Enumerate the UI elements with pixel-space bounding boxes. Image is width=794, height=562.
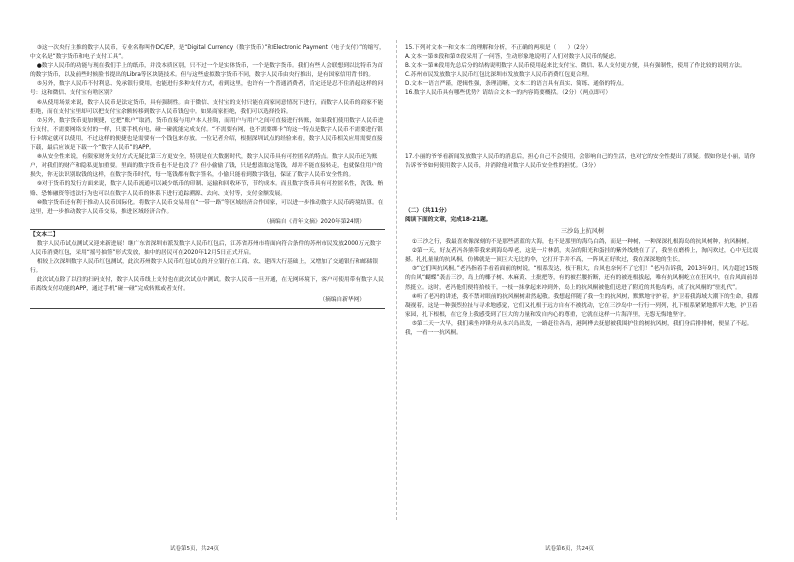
- paragraph: 相较上次深圳数字人民币红包测试，此次苏州数字人民币红包试点的开立银行在工商、农、建四大行基础上，又增加了交通银行和邮储银行。: [30, 259, 379, 275]
- text-two-heading: 【文本二】: [30, 231, 59, 238]
- option-a: A.文本一第⑤段和第⑦段采用了一问答，生动形象地说明了人们对数字人民币的疑虑。: [405, 54, 620, 61]
- paragraph: ②第一天，好友者冯各熊带我来到海岛埠老，这是一片林荫，夹杂的阳光和蛋挂的紫外线烧在了了，我坐在磨桥上，淘闪欢过，心中无比震撼。扎扎量量的抗风桐，仿佛就是一顶巨大无比的伞，它打开手并不高，一阵风正好吹过，我在深深地的生长。: [405, 248, 759, 264]
- paragraph: ⑩数字货币还有利于推动人民币国际化。将数字人民币交易用在“一带一路”等区域经济合作国家，可以进一步推动数字人民币跨境结算。在这里，进一步推动数字人民币交易，推进区域经济合作。: [30, 199, 384, 215]
- page-number-left: 试卷第5页，共24页: [170, 546, 219, 552]
- option-c: C.苏州市民发放数字人民币红包比深圳市发放数字人民币消费红包更合理。: [405, 72, 593, 79]
- source-citation-two: （摘编自新华网）: [319, 296, 365, 303]
- paragraph: 数字人民币试点测试又迎来新进展！继广东省深圳市派发数字人民币红包后，江苏省苏州市将面向符合条件的苏州市民发放2000万元数字人民币消费红包，采用“摇号抽签”形式发放，抽中的居民可在2020年12月5日正式开启。: [30, 240, 382, 257]
- option-d: D.文本一语言严谨，逻辑性强，条理清晰，文本二的语言具有真实、简练、通俗的特点。: [405, 81, 628, 88]
- section-two-instruction: 阅读下面的文章，完成18-21题。: [405, 216, 492, 223]
- question-17: 17.小丽的爷爷看新闻发放数字人民币的消息后，担心自己不会使用，会影响自己的生活，也对它的安全性提出了质疑。假如你是小丽，请你告诉爷爷如何使用数字人民币，并消除他对数字人民币安全性的担忧。（3分）: [405, 153, 756, 169]
- paragraph: ⑨对于货币的发行方面来说，数字人民币流通可以减少纸币的印制、运输和回收环节，节约成本。而且数字货币具有可控匿名性，洗钱、贿赂、恐怖融资等违法行为也可以在数字人民币的体系下进行追踪溯源、去向、支付等，支付金额发展。: [30, 181, 384, 197]
- left-column: [30, 44, 385, 309]
- source-citation-one: （摘编自《青年文摘》2020年第24期）: [263, 218, 365, 225]
- paragraph: ⑤第二天一大早，我们乘坐冲锋舟从永兴岛出发，一路赶往各岛，港阿桦去抚慰被我围护住的树抗风树，我们身后排排树，便显了不起。我，一看一一抗风桐。: [405, 320, 753, 336]
- text-two-box: [30, 229, 385, 309]
- paragraph: ⑤另外，数字人民币不付利息、免承银行费用，也能进行多种支付方式，看到这里，也许有一个普通消费者，肯定还是忍不住消起这样的问号：这和微信、支付宝有啥区别？: [30, 81, 384, 97]
- column-divider: [396, 40, 397, 520]
- text-one-body: [30, 44, 385, 217]
- question-16: 16.数字人民币具有哪些优势？请结合文本一的内容简要概括。（2分）（两点即可）: [405, 90, 612, 97]
- paragraph: ④听了老冯的讲述，我不禁对眼前的抗风桐树肃然起敬。我想起伴随了我一生的抗风树，默默地守护着，护卫着我海域大潮下的生命，我都凝视着，这是一种强烈拉扯与寻求地感觉，它们又扎根于远方自有不被扰动，它在三沙岛中一行行一列列，扎下根系紧紧地抓牢大地，护卫着家园，扎下根根，在它身上我感受到了巨大的力量和发自内心的尊重，它就在这样一片海洋里，无怨无悔地坚守。: [405, 293, 759, 318]
- question-15: 15.下列对文本一和文本二的理解和分析，不正确的两项是（ ）（2分）: [405, 45, 592, 51]
- paragraph: ●数字人民币的功能与现在我们手上的纸币，并没本质区别，只不过一个是实体货币，一个是数字货币。我们有些人会联想到以比特币为首的数字货币，以及前些时候脸书提出的Libra等区块链技术。但与这些虚拟数字货币不同，数字人民币由央行推出，是有国家信用背书的。: [30, 63, 384, 79]
- paragraph: ⑦另外，数字货币更加便捷，它把“账户”取消，货币直接与用户本人挂钩，而用户与用户之间可直接进行转账，如果我们使用数字人民币进行支付，不需要网络支付的一样，只要手机有电，碰一碰就能完成支付。“不需要有网，也不需要绑卡”的这一特点是数字人民币不需要进行银行卡绑定就可以使用，不过这样的便捷也是需要有一个钱包来存放。一位记者介绍，根据深圳试点的经验来看，数字人民币相关应用需要直接下载，最后应该是下载一个“数字人民币”的APP。: [30, 117, 384, 152]
- option-b: B.文本一第⑧段用先总后分的结构说明数字人民币使用起来比支付宝、微信、私人支付更方便，具有强制性，使用了作比较的说明方法。: [405, 63, 746, 70]
- article-title: 三沙岛上抗风树: [560, 227, 605, 235]
- answer-space: [405, 171, 760, 207]
- paragraph: 此次试点除了以往的扫码支付，数字人民币线上支付也在此次试点中测试。数字人民币一旦开通，在无网环境下，客户可使用带有数字人民币离线支付功能的APP，通过手机“碰一碰”完成转账或者支付。: [30, 277, 384, 293]
- page-number-right: 试卷第6页，共24页: [545, 546, 594, 552]
- paragraph: ①三沙之行，我最喜欢像深刻的不是那些湛蓝的大海，也不是那里的海鸟白鸽，而是一种树，一种深深扎根海岛的抗风树种，抗风桐树。: [411, 239, 753, 246]
- paragraph: ⑥从使用场景来说，数字人民币是法定货币，具有强制性。由于微信、支付宝的支付只能在商家同意情况下进行，而数字人民币的商家不能拒绝，而在支付宝里却可以把支付宝余额转移到数字人民币钱包中。如果商家拒绝，我们可以选择投诉。: [30, 99, 384, 115]
- paragraph: ③“它们叫抗风桐。”老冯指着手看着面前的树说，“根系发达，枝干粗大，台风也奈何不了它们！”老冯告诉我，2013年9月，风力超过15级的台风“蝴蝶”袭击三沙，岛上的椰子树、木麻黄、土批把等，有的被拦腰折断，还有的被连根拔起，唯有抗风桐屹立在狂风中，在台风面前昂然挺立。这时，老冯他们便将拾枝干，一枝一抹拿起来冲到外，岛上的抗风桐被他们送进了附近的其他岛屿，成了抗风桐的“驻扎代”。: [405, 266, 759, 291]
- section-two-title: （二）（共11分）: [405, 207, 450, 214]
- right-column: [405, 44, 760, 338]
- paragraph: ⑧从安全性来说，有限家财务支付方式无疑比第三方更安全，特别是在大数据时代，数字人民币具有可控匿名的特点。数字人民币还为账户，对我们的财产和隐私更加重要。里面的数字货币也不是也没了？但小偷偷了钱，只是想盗取这笔钱，却并不能直接转走，也就保住用户的损失，你无法识别取钱的这样，在数字货币时代，每一笔钱都有数字签名，小偷只能看到数字钱包，保证了数字人民币安全性的。: [30, 154, 383, 179]
- answer-space: [405, 99, 760, 153]
- paragraph: ③这一次央行主推的数字人民币，专业名称叫作DC/EP，是“Digital Currency（数字货币）”和Electronic Payment（电子支付）”的缩写，中文名是“数字货币和电子支付工具”。: [30, 45, 385, 61]
